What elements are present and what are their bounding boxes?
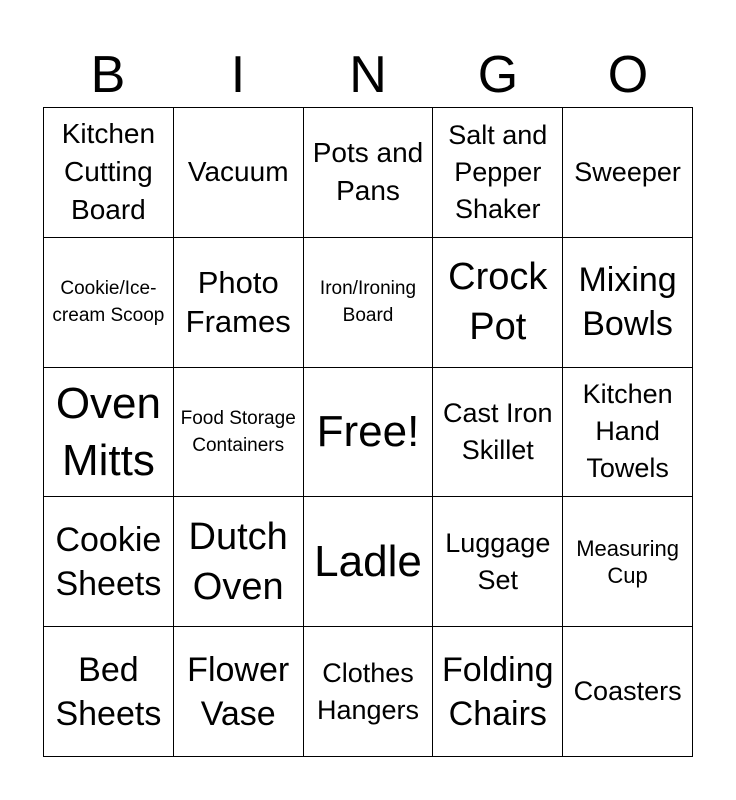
bingo-cell[interactable] (44, 368, 174, 498)
bingo-header (43, 44, 693, 106)
bingo-cell[interactable] (174, 238, 304, 368)
cell-label: Dutch Oven (188, 515, 288, 608)
cell-label: Sweeper (574, 156, 681, 187)
cell-label: Folding Chairs (442, 650, 554, 733)
bingo-cell[interactable] (433, 238, 563, 368)
cell-label: Coasters (573, 676, 682, 707)
bingo-grid (43, 107, 693, 757)
bingo-cell[interactable] (174, 497, 304, 627)
cell-label: Mixing Bowls (578, 261, 677, 344)
bingo-cell[interactable] (304, 108, 434, 238)
free-space-label: Free! (316, 407, 420, 457)
cell-label: Crock Pot (448, 256, 548, 349)
cell-label: Kitchen Hand Towels (582, 379, 673, 484)
bingo-cell[interactable] (433, 368, 563, 498)
bingo-cell[interactable] (563, 368, 693, 498)
cell-label: Ladle (314, 537, 422, 587)
bingo-cell[interactable] (44, 108, 174, 238)
cell-label: Cookie/Ice-cream Scoop (52, 278, 165, 327)
cell-label: Cast Iron Skillet (443, 397, 553, 465)
header-letter-g: G (477, 46, 519, 104)
bingo-cell[interactable] (563, 497, 693, 627)
header-letter-o: O (607, 46, 649, 104)
bingo-cell[interactable] (44, 497, 174, 627)
bingo-cell[interactable] (563, 627, 693, 757)
header-letter-i: I (230, 46, 246, 104)
cell-label: Iron/Ironing Board (319, 278, 417, 327)
bingo-cell[interactable] (433, 108, 563, 238)
bingo-cell[interactable] (304, 627, 434, 757)
bingo-cell[interactable] (433, 627, 563, 757)
cell-label: Cookie Sheets (55, 520, 162, 603)
cell-label: Photo Frames (185, 265, 291, 340)
cell-label: Salt and Pepper Shaker (448, 119, 548, 224)
bingo-cell[interactable] (174, 627, 304, 757)
bingo-cell[interactable] (563, 238, 693, 368)
bingo-cell[interactable] (44, 238, 174, 368)
header-letter-b: B (90, 46, 126, 104)
cell-label: Food Storage Containers (180, 407, 296, 456)
cell-label: Clothes Hangers (316, 657, 420, 725)
bingo-cell[interactable] (174, 368, 304, 498)
free-space-cell[interactable] (304, 368, 434, 498)
header-letter-n: N (349, 46, 387, 104)
cell-label: Kitchen Cutting Board (61, 118, 156, 226)
bingo-cell[interactable] (563, 108, 693, 238)
bingo-cell[interactable] (433, 497, 563, 627)
cell-label: Luggage Set (445, 527, 551, 595)
cell-label: Vacuum (187, 156, 289, 188)
cell-label: Oven Mitts (55, 378, 161, 485)
bingo-cell[interactable] (44, 627, 174, 757)
cell-label: Bed Sheets (55, 650, 162, 733)
bingo-cell[interactable] (174, 108, 304, 238)
cell-label: Measuring Cup (576, 535, 679, 588)
cell-label: Pots and Pans (312, 137, 424, 207)
bingo-cell[interactable] (304, 497, 434, 627)
bingo-cell[interactable] (304, 238, 434, 368)
cell-label: Flower Vase (187, 650, 290, 733)
